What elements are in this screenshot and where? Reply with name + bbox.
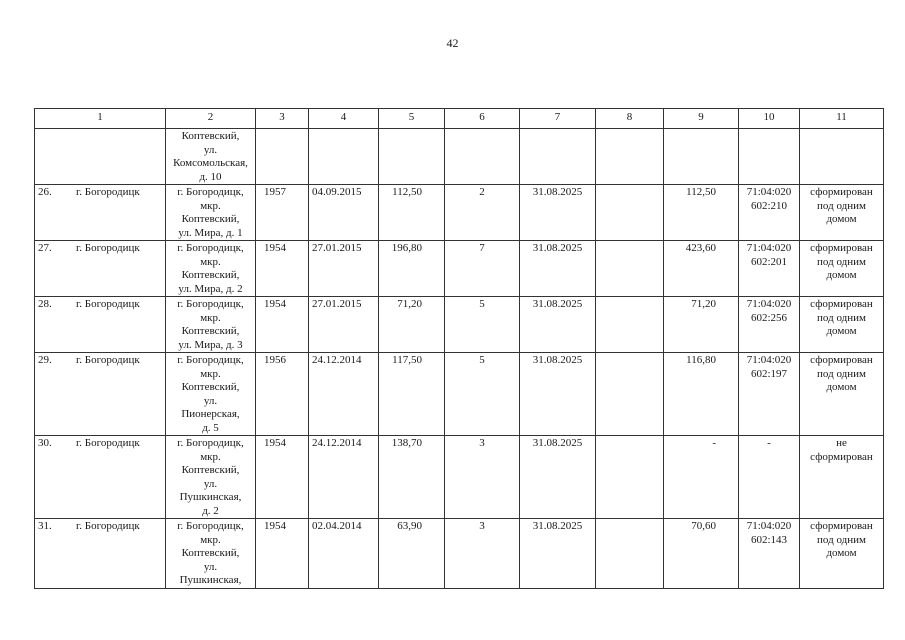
table-row — [35, 353, 884, 436]
city: г. Богородицк — [76, 186, 140, 198]
city: г. Богородицк — [76, 298, 140, 310]
cell-date: 24.12.2014 — [309, 436, 379, 519]
cell-col8 — [596, 353, 664, 436]
cell-address: Коптевский, ул. Комсомольская, д. 10 — [166, 129, 256, 185]
table-header — [35, 109, 884, 129]
header-row — [35, 109, 884, 129]
page-number: 42 — [446, 36, 459, 50]
cell-no-city — [35, 241, 166, 297]
cell-area: 112,50 — [379, 185, 445, 241]
city: г. Богородицк — [76, 520, 140, 532]
cell-address: г. Богородицк, мкр. Коптевский, ул. Пионерская, д. 5 — [166, 353, 256, 436]
cell-count: 3 — [445, 436, 520, 519]
cell-land-area: 112,50 — [664, 185, 739, 241]
cell-no-city — [35, 185, 166, 241]
cell-area: 117,50 — [379, 353, 445, 436]
cell-count: 7 — [445, 241, 520, 297]
cell-deadline: 31.08.2025 — [520, 519, 596, 589]
table-row — [35, 519, 884, 589]
cell-year: 1954 — [256, 436, 309, 519]
cell-date: 24.12.2014 — [309, 353, 379, 436]
cell-area: 63,90 — [379, 519, 445, 589]
cell-date: 27.01.2015 — [309, 241, 379, 297]
column-header: 7 — [520, 109, 596, 129]
cell-no — [35, 129, 166, 185]
cell-status: не сформирован — [800, 436, 884, 519]
cell-land-area: - — [664, 436, 739, 519]
table-body — [35, 129, 884, 589]
cell-no-city — [35, 297, 166, 353]
column-header: 6 — [445, 109, 520, 129]
cell-col8 — [596, 297, 664, 353]
cell-deadline: 31.08.2025 — [520, 185, 596, 241]
city: г. Богородицк — [76, 437, 140, 449]
cell-col8 — [596, 185, 664, 241]
cell-count: 3 — [445, 519, 520, 589]
column-header: 5 — [379, 109, 445, 129]
cell-status: сформирован под одним домом — [800, 519, 884, 589]
cell-cadastral: 71:04:020 602:201 — [739, 241, 800, 297]
row-number: 29. — [38, 354, 52, 366]
cell-cadastral: 71:04:020 602:210 — [739, 185, 800, 241]
column-header: 2 — [166, 109, 256, 129]
column-header: 10 — [739, 109, 800, 129]
column-header: 4 — [309, 109, 379, 129]
cell-deadline: 31.08.2025 — [520, 436, 596, 519]
row-number: 30. — [38, 437, 52, 449]
cell-status: сформирован под одним домом — [800, 185, 884, 241]
continuation-row — [35, 129, 884, 185]
cell-area: 71,20 — [379, 297, 445, 353]
row-number: 31. — [38, 520, 52, 532]
cell-deadline: 31.08.2025 — [520, 297, 596, 353]
cell-status: сформирован под одним домом — [800, 353, 884, 436]
cell-cadastral: - — [739, 436, 800, 519]
cell-no-city — [35, 353, 166, 436]
cell-status: сформирован под одним домом — [800, 241, 884, 297]
row-number: 26. — [38, 186, 52, 198]
cell-date: 02.04.2014 — [309, 519, 379, 589]
cell-col8 — [596, 519, 664, 589]
city: г. Богородицк — [76, 242, 140, 254]
cell-address: г. Богородицк, мкр. Коптевский, ул. Мира, д. 2 — [166, 241, 256, 297]
cell-land-area: 116,80 — [664, 353, 739, 436]
cell-land-area: 70,60 — [664, 519, 739, 589]
cell-cadastral: 71:04:020 602:143 — [739, 519, 800, 589]
cell-deadline: 31.08.2025 — [520, 353, 596, 436]
cell-no-city — [35, 436, 166, 519]
cell-land-area: 71,20 — [664, 297, 739, 353]
column-header: 3 — [256, 109, 309, 129]
cell-area: 196,80 — [379, 241, 445, 297]
cell-deadline: 31.08.2025 — [520, 241, 596, 297]
table-row — [35, 436, 884, 519]
cell-col8 — [596, 436, 664, 519]
cell-address: г. Богородицк, мкр. Коптевский, ул. Пушкинская, д. 2 — [166, 436, 256, 519]
column-header: 1 — [35, 109, 166, 129]
cell-address: г. Богородицк, мкр. Коптевский, ул. Мира, д. 1 — [166, 185, 256, 241]
cell-year: 1954 — [256, 297, 309, 353]
cell-count: 5 — [445, 353, 520, 436]
cell-area: 138,70 — [379, 436, 445, 519]
row-number: 28. — [38, 298, 52, 310]
cell-land-area: 423,60 — [664, 241, 739, 297]
cell-year: 1954 — [256, 241, 309, 297]
column-header: 11 — [800, 109, 884, 129]
cell-count: 5 — [445, 297, 520, 353]
cell-cadastral: 71:04:020 602:197 — [739, 353, 800, 436]
cell-cadastral: 71:04:020 602:256 — [739, 297, 800, 353]
column-header: 9 — [664, 109, 739, 129]
cell-year: 1956 — [256, 353, 309, 436]
cell-status: сформирован под одним домом — [800, 297, 884, 353]
cell-year: 1954 — [256, 519, 309, 589]
housing-register-table — [34, 108, 884, 589]
row-number: 27. — [38, 242, 52, 254]
cell-count: 2 — [445, 185, 520, 241]
city: г. Богородицк — [76, 354, 140, 366]
column-header: 8 — [596, 109, 664, 129]
cell-address: г. Богородицк, мкр. Коптевский, ул. Мира, д. 3 — [166, 297, 256, 353]
table-row — [35, 185, 884, 241]
table-row — [35, 241, 884, 297]
table-row — [35, 297, 884, 353]
cell-date: 04.09.2015 — [309, 185, 379, 241]
cell-year: 1957 — [256, 185, 309, 241]
cell-address: г. Богородицк, мкр. Коптевский, ул. Пушкинская, — [166, 519, 256, 589]
cell-no-city — [35, 519, 166, 589]
cell-date: 27.01.2015 — [309, 297, 379, 353]
cell-col8 — [596, 241, 664, 297]
